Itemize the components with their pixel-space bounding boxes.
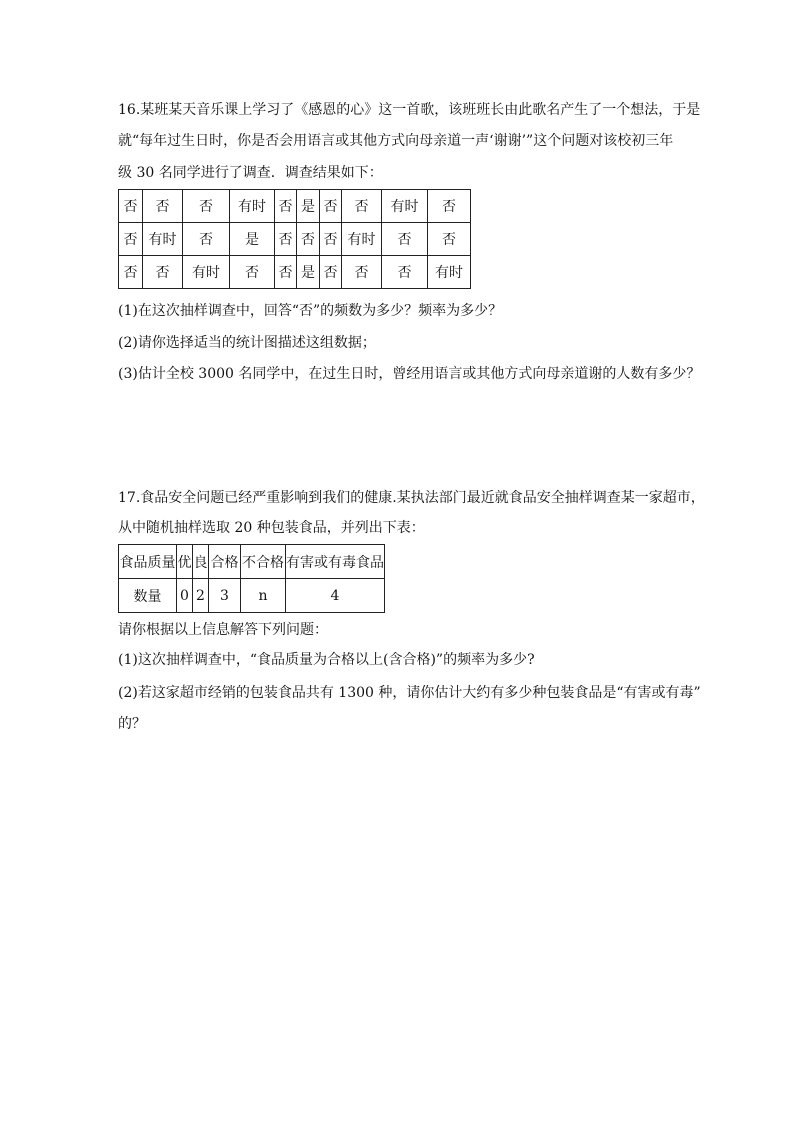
- table-cell: 否: [275, 223, 297, 256]
- table-row: [119, 256, 471, 289]
- food-quality-count-row: [119, 579, 385, 613]
- table-cell: 有时: [428, 256, 471, 289]
- table-header-cell: 食品质量: [119, 545, 177, 579]
- table-cell: 是: [297, 256, 320, 289]
- table-cell: 否: [382, 256, 428, 289]
- table-cell: 是: [230, 223, 275, 256]
- table-cell: 否: [342, 256, 382, 289]
- q16-intro-line-1: 16.某班某天音乐课上学习了《感恩的心》这一首歌，该班班长由此歌名产生了一个想法，于是: [118, 102, 701, 118]
- table-row: [119, 190, 471, 223]
- table-cell: 有时: [230, 190, 275, 223]
- table-cell: 否: [143, 256, 183, 289]
- table-header-cell: 有害或有毒食品: [286, 545, 385, 579]
- table-cell: 否: [297, 223, 320, 256]
- q17-intro-line-2: 从中随机抽样选取 20 种包装食品，并列出下表：: [118, 520, 425, 536]
- q16-sub-question-2: (2)请你选择适当的统计图描述这组数据；: [118, 335, 376, 351]
- table-cell: 数量: [119, 579, 177, 613]
- table-row: [119, 223, 471, 256]
- table-cell: 否: [320, 190, 342, 223]
- survey-results-table: [118, 189, 471, 289]
- table-cell: 否: [230, 256, 275, 289]
- table-cell: 否: [342, 190, 382, 223]
- q17-sub-question-2-line-2: 的？: [118, 716, 146, 732]
- table-cell: 否: [119, 223, 143, 256]
- table-cell: 有时: [342, 223, 382, 256]
- table-cell: 否: [428, 223, 471, 256]
- table-cell: 2: [193, 579, 209, 613]
- table-cell: n: [241, 579, 286, 613]
- table-cell: 否: [119, 190, 143, 223]
- table-cell: 否: [119, 256, 143, 289]
- table-cell: 4: [286, 579, 385, 613]
- table-cell: 否: [275, 256, 297, 289]
- table-cell: 有时: [382, 190, 428, 223]
- table-cell: 否: [183, 190, 230, 223]
- q17-intro-line-1: 17.食品安全问题已经严重影响到我们的健康.某执法部门最近就食品安全抽样调查某一家超市，: [118, 490, 705, 506]
- table-cell: 否: [143, 190, 183, 223]
- food-quality-table: [118, 544, 385, 613]
- food-quality-header-row: [119, 545, 385, 579]
- q16-intro-line-2: 就“每年过生日时，你是否会用语言或其他方式向母亲道一声‘谢谢’”这个问题对该校初三年: [118, 133, 674, 149]
- q17-prompt: 请你根据以上信息解答下列问题：: [118, 622, 328, 638]
- table-cell: 是: [297, 190, 320, 223]
- table-cell: 否: [275, 190, 297, 223]
- table-cell: 否: [183, 223, 230, 256]
- q16-intro-line-3: 级 30 名同学进行了调查．调查结果如下：: [118, 165, 383, 181]
- table-cell: 0: [177, 579, 193, 613]
- q17-sub-question-2-line-1: (2)若这家超市经销的包装食品共有 1300 种，请你估计大约有多少种包装食品是“有害或有毒”: [118, 685, 701, 701]
- table-cell: 否: [320, 256, 342, 289]
- table-cell: 3: [209, 579, 241, 613]
- table-header-cell: 良: [193, 545, 209, 579]
- table-cell: 否: [320, 223, 342, 256]
- q16-sub-question-1: (1)在这次抽样调查中，回答“否”的频数为多少？频率为多少？: [118, 303, 503, 319]
- table-cell: 有时: [183, 256, 230, 289]
- table-cell: 否: [428, 190, 471, 223]
- table-header-cell: 优: [177, 545, 193, 579]
- q17-sub-question-1: (1)这次抽样调查中，“食品质量为合格以上(含合格)”的频率为多少?: [118, 652, 535, 668]
- q16-sub-question-3: (3)估计全校 3000 名同学中，在过生日时，曾经用语言或其他方式向母亲道谢的人数有多少？: [118, 366, 701, 382]
- table-cell: 有时: [143, 223, 183, 256]
- table-cell: 否: [382, 223, 428, 256]
- table-header-cell: 合格: [209, 545, 241, 579]
- table-header-cell: 不合格: [241, 545, 286, 579]
